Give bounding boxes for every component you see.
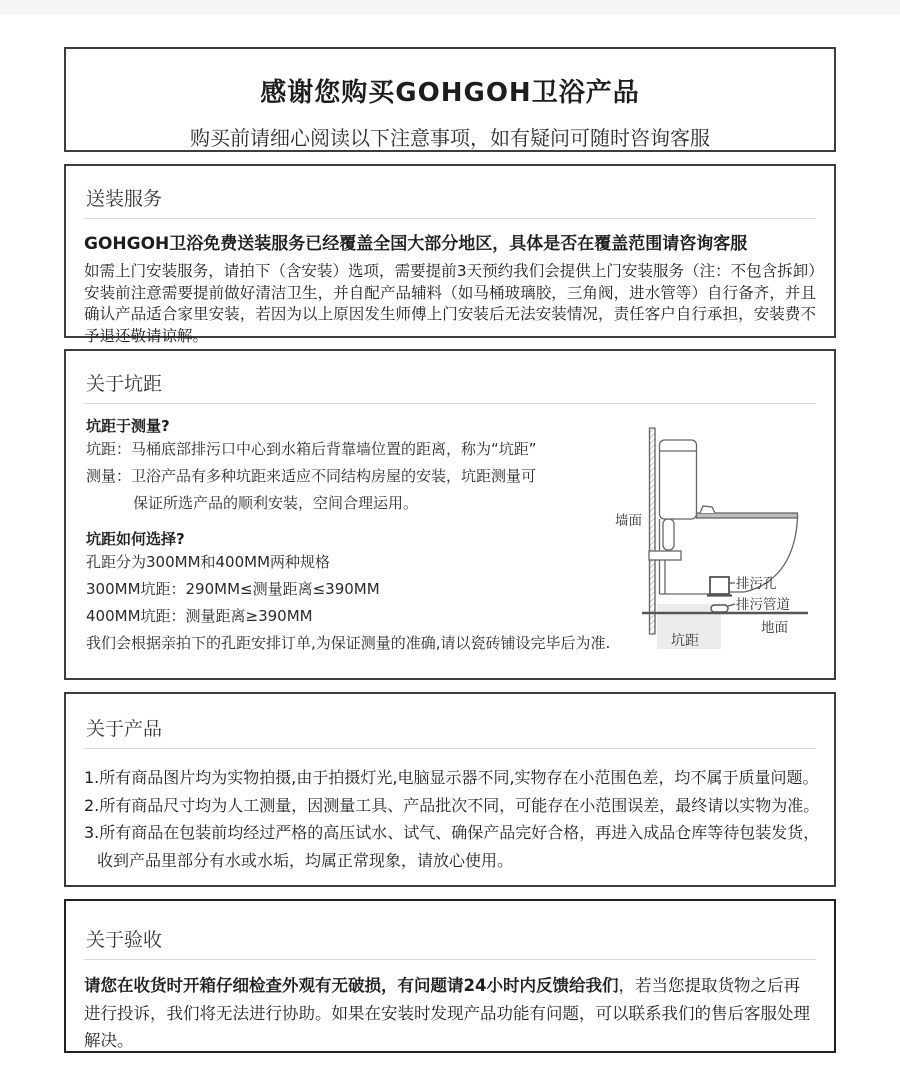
divider bbox=[84, 218, 816, 219]
pit-q2-line: 孔距分为300MM和400MM两种规格 bbox=[86, 553, 331, 571]
section-title-pit-distance: 关于坑距 bbox=[86, 373, 163, 395]
toilet-pit-distance-diagram bbox=[613, 418, 837, 666]
pit-q1-title: 坑距于测量? bbox=[86, 417, 170, 435]
pit-q1-line: 保证所选产品的顺利安装，空间合理运用。 bbox=[133, 494, 419, 512]
acceptance-normal-text: ，若当您提取货物之后再进行投诉，我们将无法进行协助。如果在安装时发现产品功能有问题，可以联系我们的售后客服处理解决。 bbox=[84, 976, 810, 1050]
delivery-highlight-text: GOHGOH卫浴免费送装服务已经覆盖全国大部分地区，具体是否在覆盖范围请咨询客服 bbox=[84, 234, 748, 254]
page-top-strip bbox=[0, 0, 900, 15]
wall-label: 墙面 bbox=[615, 513, 642, 529]
about-product-box bbox=[64, 692, 836, 887]
drain-hole-shape bbox=[707, 577, 735, 596]
product-note-continuation: 收到产品里部分有水或水垢，均属正常现象，请放心使用。 bbox=[97, 850, 514, 870]
floor-label: 地面 bbox=[761, 620, 788, 636]
product-note: 2.所有商品尺寸均为人工测量，因测量工具、产品批次不同，可能存在小范围误差，最终请以实物为准。 bbox=[84, 795, 820, 815]
section-title-delivery: 送装服务 bbox=[86, 188, 163, 210]
section-title-acceptance: 关于验收 bbox=[86, 929, 163, 951]
pit-distance-text-column bbox=[86, 415, 646, 657]
acceptance-bold-text: 请您在收货时开箱仔细检查外观有无破损，有问题请24小时内反馈给我们 bbox=[84, 976, 619, 995]
product-note: 1.所有商品图片均为实物拍摄,由于拍摄灯光,电脑显示器不同,实物存在小范围色差，均不属于质量问题。 bbox=[84, 768, 819, 787]
delivery-service-box bbox=[64, 164, 836, 345]
delivery-body-text: 如需上门安装服务，请拍下（含安装）选项，需要提前3天预约我们会提供上门安装服务（注：不包含拆卸）安装前注意需要提前做好清洁卫生，并自配产品辅料（如马桶玻璃胶，三角阀，进水管等）自行备齐，并且确认产品适合家里安装，若因为以上原因发生师傅上门安装后无法安装情况，责任客户自行承担，安装费不予退还敬请谅解。 bbox=[84, 262, 816, 345]
section-title-product: 关于产品 bbox=[86, 718, 163, 740]
acceptance-body-text bbox=[84, 972, 816, 1055]
pit-distance-box bbox=[64, 349, 836, 680]
pit-q2-line: 400MM坑距：测量距离≥390MM bbox=[86, 607, 313, 625]
pit-q2-line: 300MM坑距：290MM≤测量距离≤390MM bbox=[86, 580, 380, 598]
pit-q2-block bbox=[86, 528, 646, 657]
divider bbox=[84, 748, 816, 749]
divider bbox=[84, 959, 816, 960]
toilet-outline bbox=[649, 440, 798, 594]
page-subtitle: 购买前请细心阅读以下注意事项，如有疑问可随时咨询客服 bbox=[190, 126, 710, 150]
welcome-box bbox=[64, 47, 836, 152]
about-acceptance-box bbox=[64, 899, 836, 1053]
product-note: 3.所有商品在包装前均经过严格的高压试水、试气、确保产品完好合格，再进入成品仓库等待包装发货， bbox=[84, 823, 820, 842]
drain-pipe-shape bbox=[711, 604, 735, 612]
product-notes-list bbox=[66, 764, 834, 874]
pit-distance-label: 坑距 bbox=[671, 633, 699, 649]
drain-pipe-label: 排污管道 bbox=[736, 597, 790, 613]
page-title: 感谢您购买GOHGOH卫浴产品 bbox=[260, 78, 640, 108]
drain-hole-label: 排污孔 bbox=[736, 576, 777, 592]
divider bbox=[84, 403, 816, 404]
pit-q2-line: 我们会根据亲拍下的孔距安排订单,为保证测量的准确,请以瓷砖铺设完毕后为准. bbox=[86, 634, 611, 652]
pit-q2-title: 坑距如何选择? bbox=[86, 530, 185, 548]
pit-q1-line: 测量：卫浴产品有多种坑距来适应不同结构房屋的安装，坑距测量可 bbox=[86, 467, 537, 485]
pit-q1-line: 坑距：马桶底部排污口中心到水箱后背靠墙位置的距离，称为“坑距” bbox=[86, 440, 537, 458]
wall-line bbox=[650, 428, 656, 634]
